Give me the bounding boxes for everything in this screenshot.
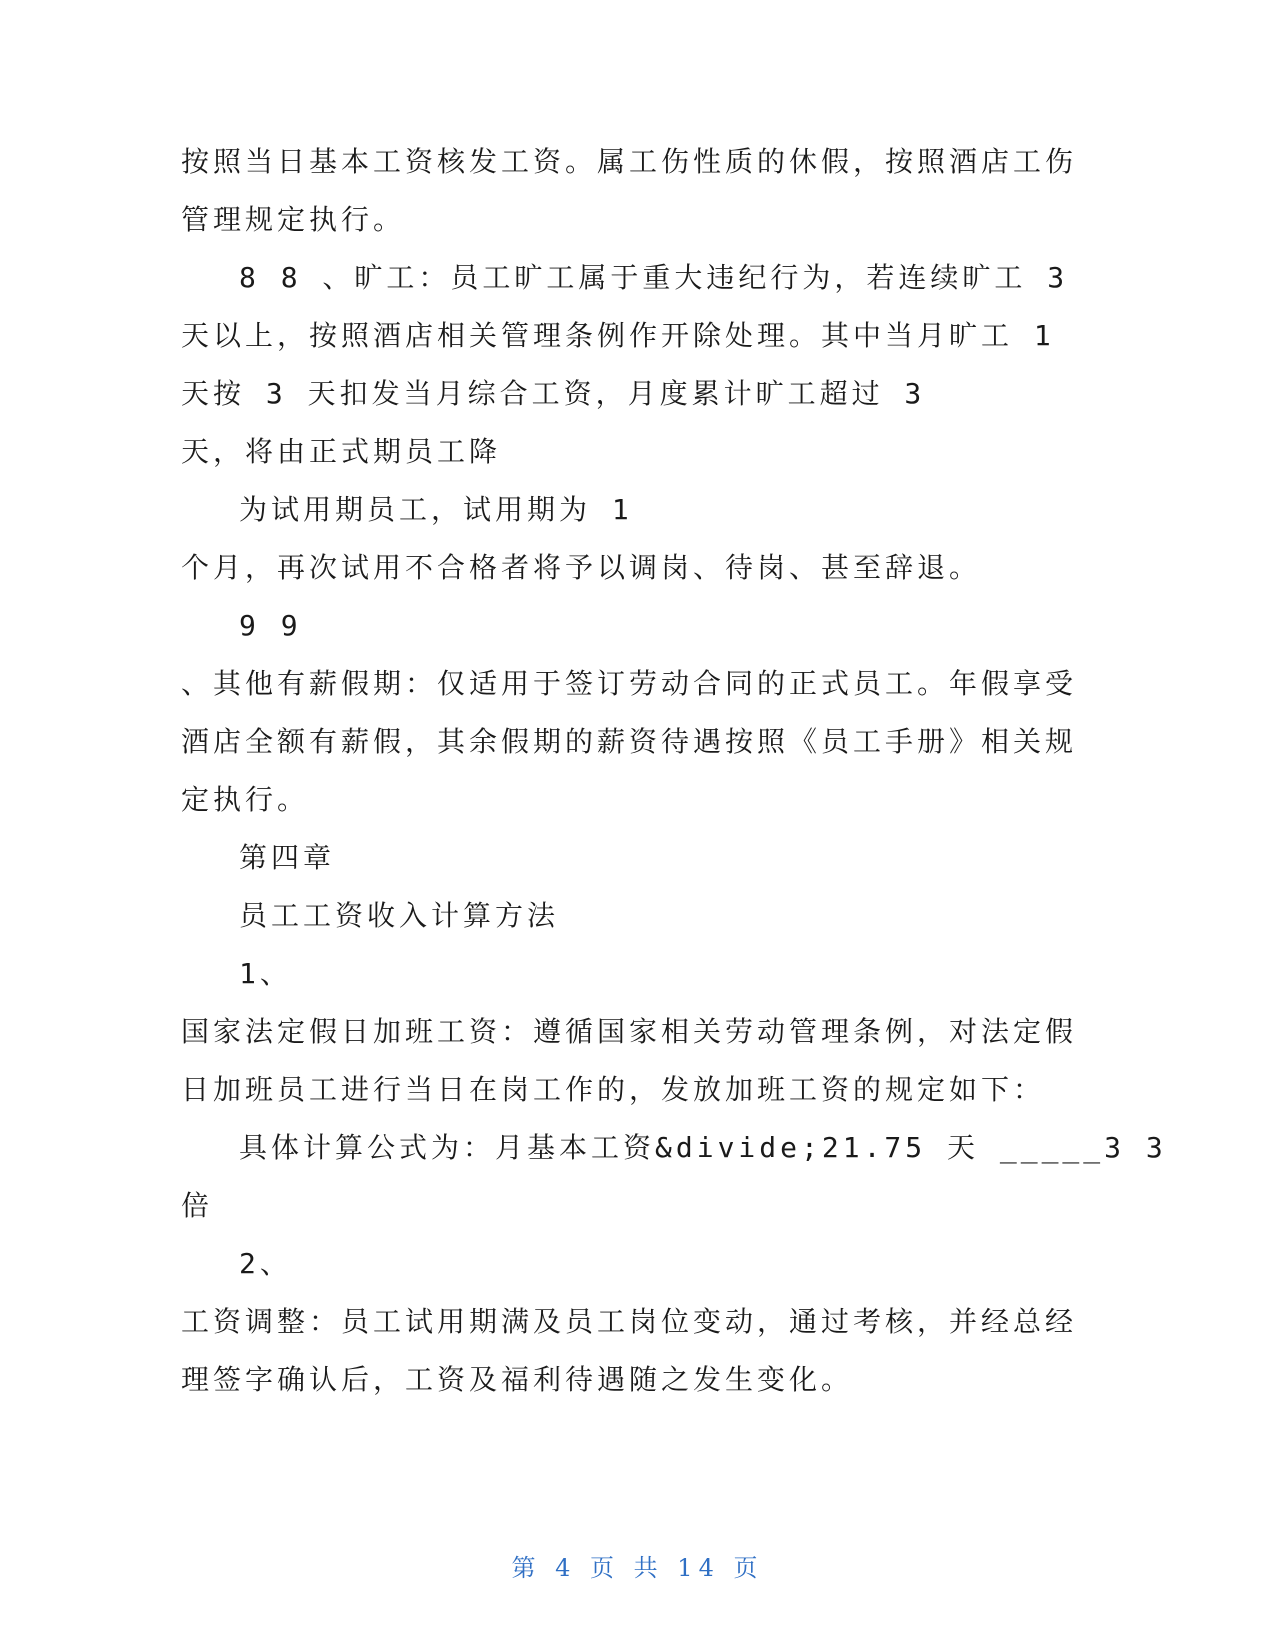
- text-line: 日加班员工进行当日在岗工作的，发放加班工资的规定如下：: [181, 1073, 1046, 1106]
- text-line: 天，将由正式期员工降: [181, 435, 502, 468]
- text-line: 2、: [239, 1247, 292, 1280]
- text-line: 工资调整：员工试用期满及员工岗位变动，通过考核，并经总经: [181, 1305, 1078, 1338]
- text-line: 酒店全额有薪假，其余假期的薪资待遇按照《员工手册》相关规: [181, 725, 1078, 758]
- text-line: 8 8 、旷工：员工旷工属于重大违纪行为，若连续旷工 3: [239, 261, 1069, 294]
- text-line: 9 9: [239, 609, 302, 642]
- chapter-title: 第四章: [239, 841, 336, 874]
- text-line: 、其他有薪假期：仅适用于签订劳动合同的正式员工。年假享受: [181, 667, 1078, 700]
- page-number-footer: 第 4 页 共 14 页: [511, 1554, 764, 1582]
- text-line: 个月，再次试用不合格者将予以调岗、待岗、甚至辞退。: [181, 551, 982, 584]
- formula-line: 具体计算公式为：月基本工资&divide;21.75 天 _____3 3: [239, 1131, 1167, 1164]
- chapter-subtitle: 员工工资收入计算方法: [239, 899, 560, 932]
- text-line: 天以上，按照酒店相关管理条例作开除处理。其中当月旷工 1: [181, 319, 1055, 352]
- text-line: 倍: [181, 1189, 214, 1222]
- text-line: 管理规定执行。: [181, 203, 406, 236]
- text-line: 按照当日基本工资核发工资。属工伤性质的休假，按照酒店工伤: [181, 145, 1078, 178]
- text-line: 为试用期员工，试用期为 1: [239, 493, 633, 526]
- text-line: 天按 3 天扣发当月综合工资，月度累计旷工超过 3: [181, 377, 926, 410]
- text-line: 1、: [239, 957, 292, 990]
- text-line: 定执行。: [181, 783, 310, 816]
- text-line: 国家法定假日加班工资：遵循国家相关劳动管理条例，对法定假: [181, 1015, 1078, 1048]
- text-line: 理签字确认后，工资及福利待遇随之发生变化。: [181, 1363, 854, 1396]
